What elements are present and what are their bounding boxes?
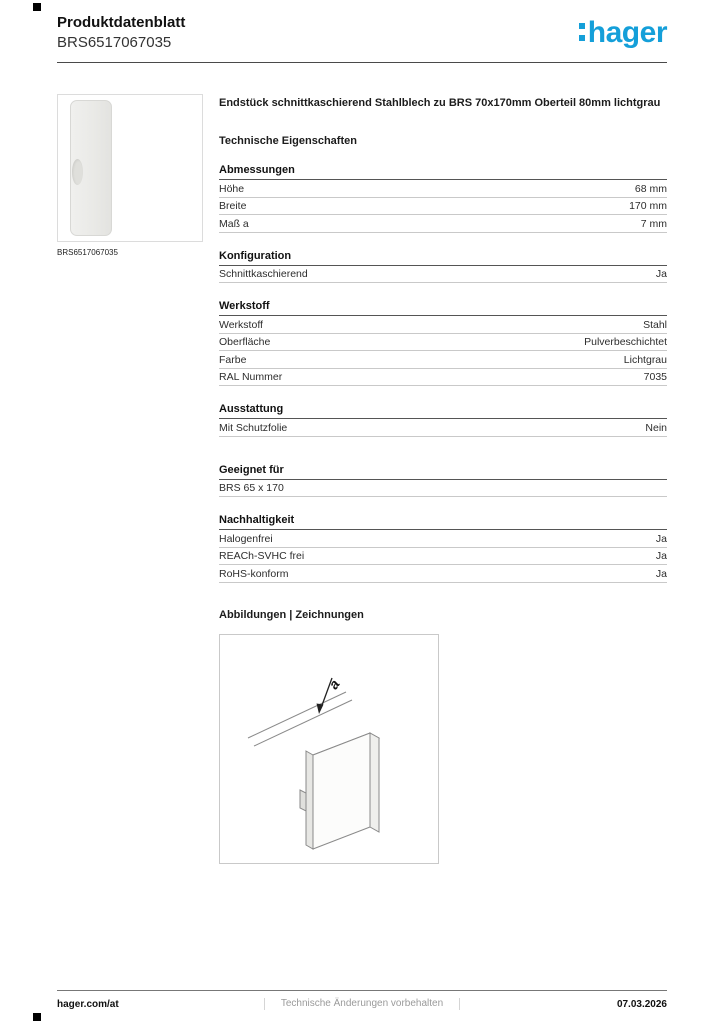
spec-row (219, 334, 667, 352)
image-caption: BRS6517067035 (57, 247, 118, 257)
spec-label: Höhe (219, 182, 245, 195)
spec-value: Ja (655, 268, 667, 281)
section-title: Ausstattung (219, 403, 667, 419)
spec-row (219, 480, 667, 498)
spec-value: Pulverbeschichtet (584, 336, 667, 349)
spec-row (219, 215, 667, 233)
spec-value: Lichtgrau (623, 353, 667, 366)
spec-label: Halogenfrei (219, 532, 273, 545)
end-cap-drawing (220, 635, 438, 863)
section-abmessungen (219, 164, 667, 233)
spec-value: Stahl (643, 318, 667, 331)
spec-value: 7035 (643, 371, 667, 384)
spec-row (219, 530, 667, 548)
spec-value: Ja (655, 550, 667, 563)
product-number: BRS6517067035 (57, 33, 172, 51)
section-ausstattung (219, 403, 667, 437)
section-title: Geeignet für (219, 464, 667, 480)
print-mark-bottom (33, 1013, 41, 1021)
spec-row (219, 565, 667, 583)
section-geeignet-fuer (219, 464, 667, 498)
hager-logo (579, 18, 667, 48)
section-title: Werkstoff (219, 300, 667, 316)
footer-date: 07.03.2026 (616, 998, 667, 1010)
spec-row (219, 548, 667, 566)
footer-link[interactable]: hager.com/at (57, 998, 119, 1010)
section-konfiguration (219, 250, 667, 284)
print-mark-top (33, 3, 41, 11)
section-nachhaltigkeit (219, 514, 667, 583)
tech-properties-heading: Technische Eigenschaften (219, 135, 357, 148)
logo-colon-icon (579, 23, 585, 48)
spec-row (219, 180, 667, 198)
spec-label: RAL Nummer (219, 371, 283, 384)
page-title: Produktdatenblatt (57, 14, 186, 31)
content (57, 94, 667, 864)
spec-row (219, 198, 667, 216)
spec-label: Oberfläche (219, 336, 271, 349)
header-titles (57, 14, 185, 51)
dimension-a-label: a (325, 675, 343, 692)
product-title: Endstück schnittkaschierend Stahlblech zu BRS 70x170mm Oberteil 80mm lichtgrau (219, 96, 661, 109)
spec-value: Nein (645, 421, 667, 434)
spec-row (219, 419, 667, 437)
section-title: Nachhaltigkeit (219, 514, 667, 530)
spec-label: REACh-SVHC frei (219, 550, 305, 563)
footer (57, 990, 667, 1010)
product-photo-shape (70, 100, 112, 236)
footer-notice: Technische Änderungen vorbehalten (264, 998, 460, 1010)
spec-row (219, 266, 667, 284)
header-divider (57, 62, 667, 63)
spec-value: Ja (655, 567, 667, 580)
product-image-column (57, 94, 203, 864)
spec-column (219, 94, 667, 864)
section-werkstoff (219, 300, 667, 386)
spec-label: Maß a (219, 217, 249, 230)
product-image (57, 94, 203, 242)
section-title: Konfiguration (219, 250, 667, 266)
spec-label: Farbe (219, 353, 247, 366)
technical-drawing (219, 634, 439, 864)
spec-row (219, 316, 667, 334)
spec-value: 170 mm (629, 200, 667, 213)
spec-row (219, 369, 667, 387)
spec-label: Breite (219, 200, 247, 213)
spec-value: 7 mm (640, 217, 667, 230)
spec-label: RoHS-konform (219, 567, 289, 580)
section-title: Abmessungen (219, 164, 667, 180)
spec-label: BRS 65 x 170 (219, 482, 284, 495)
spec-value: 68 mm (634, 182, 667, 195)
header (57, 14, 667, 51)
drawings-heading: Abbildungen | Zeichnungen (219, 608, 364, 621)
spec-label: Werkstoff (219, 318, 263, 331)
spec-label: Mit Schutzfolie (219, 421, 288, 434)
logo-text: hager (587, 16, 667, 49)
spec-value: Ja (655, 532, 667, 545)
spec-label: Schnittkaschierend (219, 268, 308, 281)
product-detail-oval (72, 159, 83, 185)
spec-row (219, 351, 667, 369)
